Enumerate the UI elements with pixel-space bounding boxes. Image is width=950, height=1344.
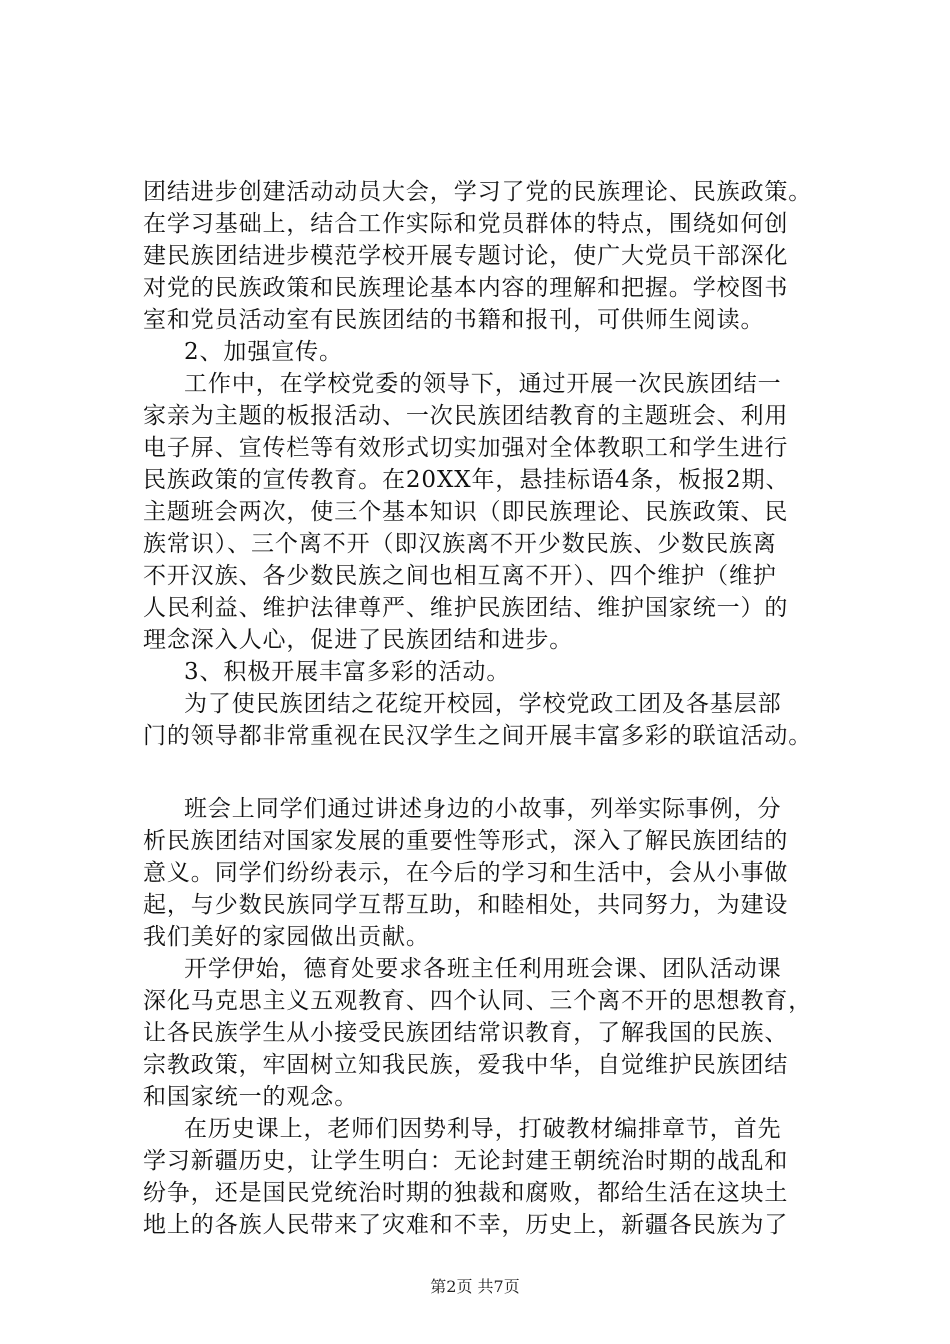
section-heading: 3、积极开展丰富多彩的活动。 xyxy=(184,659,511,685)
text-line: 在历史课上，老师们因势利导，打破教材编排章节，首先 xyxy=(184,1116,782,1142)
text-line: 工作中，在学校党委的领导下，通过开展一次民族团结一 xyxy=(184,371,782,397)
text-line: 班会上同学们通过讲述身边的小故事，列举实际事例，分 xyxy=(184,796,782,822)
text-line: 宗教政策，牢固树立知我民族，爱我中华，自觉维护民族团结 xyxy=(143,1052,789,1078)
text-line: 门的领导都非常重视在民汉学生之间开展丰富多彩的联谊活动。 xyxy=(143,723,813,749)
text-line: 开学伊始，德育处要求各班主任利用班会课、团队活动课 xyxy=(184,956,782,982)
text-line: 让各民族学生从小接受民族团结常识教育，了解我国的民族、 xyxy=(143,1020,789,1046)
section-heading: 2、加强宣传。 xyxy=(184,339,343,365)
text-line: 族常识）、三个离不开（即汉族离不开少数民族、少数民族离 xyxy=(143,531,777,557)
text-line: 地上的各族人民带来了灾难和不幸，历史上，新疆各民族为了 xyxy=(143,1212,789,1238)
text-line: 意义。同学们纷纷表示，在今后的学习和生活中，会从小事做 xyxy=(143,860,789,886)
text-line: 建民族团结进步模范学校开展专题讨论，使广大党员干部深化 xyxy=(143,243,789,269)
text-line: 在学习基础上，结合工作实际和党员群体的特点，围绕如何创 xyxy=(143,211,789,237)
page-number-footer: 第2页 共7页 xyxy=(430,1277,520,1296)
text-line: 室和党员活动室有民族团结的书籍和报刊，可供师生阅读。 xyxy=(143,307,765,333)
text-line: 人民利益、维护法律尊严、维护民族团结、维护国家统一）的 xyxy=(143,595,789,621)
text-line: 电子屏、宣传栏等有效形式切实加强对全体教职工和学生进行 xyxy=(143,435,789,461)
text-line: 纷争，还是国民党统治时期的独裁和腐败，都给生活在这块土 xyxy=(143,1180,789,1206)
text-line: 不开汉族、各少数民族之间也相互离不开）、四个维护（维护 xyxy=(143,563,777,589)
text-line: 我们美好的家园做出贡献。 xyxy=(143,924,430,950)
text-line: 学习新疆历史，让学生明白：无论封建王朝统治时期的战乱和 xyxy=(143,1148,789,1174)
text-line: 析民族团结对国家发展的重要性等形式，深入了解民族团结的 xyxy=(143,828,789,854)
text-line: 理念深入人心，促进了民族团结和进步。 xyxy=(143,627,574,653)
text-line: 团结进步创建活动动员大会，学习了党的民族理论、民族政策。 xyxy=(143,179,813,205)
text-line: 家亲为主题的板报活动、一次民族团结教育的主题班会、利用 xyxy=(143,403,789,429)
text-line: 起，与少数民族同学互帮互助，和睦相处，共同努力，为建设 xyxy=(143,892,789,918)
paragraph-gap xyxy=(143,752,833,793)
text-line: 对党的民族政策和民族理论基本内容的理解和把握。学校图书 xyxy=(143,275,789,301)
text-line: 和国家统一的观念。 xyxy=(143,1084,359,1110)
text-line: 主题班会两次，使三个基本知识（即民族理论、民族政策、民 xyxy=(143,499,789,525)
document-body xyxy=(143,176,833,1241)
text-line: 民族政策的宣传教育。在20XX年，悬挂标语4条，板报2期、 xyxy=(143,467,790,493)
text-line: 为了使民族团结之花绽开校园，学校党政工团及各基层部 xyxy=(184,691,782,717)
text-line: 深化马克思主义五观教育、四个认同、三个离不开的思想教育， xyxy=(143,988,813,1014)
